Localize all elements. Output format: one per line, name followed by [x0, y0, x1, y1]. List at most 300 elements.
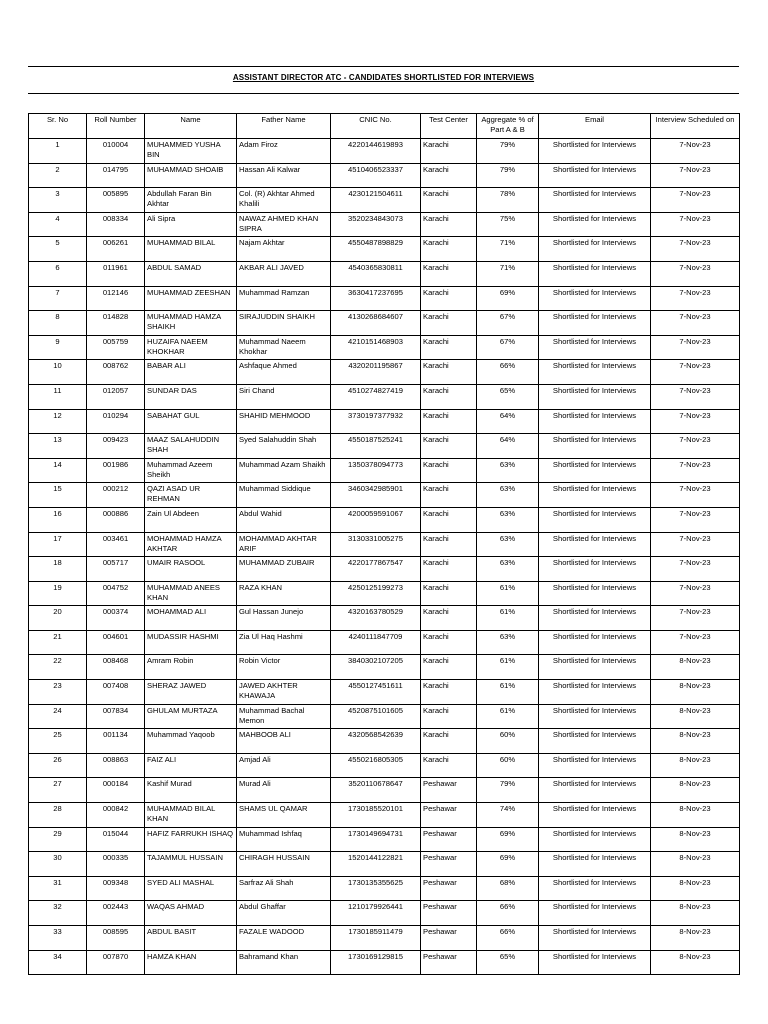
cell-cnic: 4510274827419: [331, 384, 421, 409]
cell-roll: 003461: [87, 532, 145, 557]
cell-roll: 005759: [87, 335, 145, 360]
header-cnic: CNIC No.: [331, 114, 421, 139]
cell-name: Muhammad Yaqoob: [145, 729, 237, 754]
cell-interview: 7-Nov-23: [651, 483, 740, 508]
cell-center: Karachi: [421, 630, 477, 655]
cell-interview: 8-Nov-23: [651, 704, 740, 729]
cell-center: Karachi: [421, 606, 477, 631]
cell-aggregate: 68%: [477, 876, 539, 901]
cell-roll: 010004: [87, 139, 145, 164]
cell-center: Karachi: [421, 139, 477, 164]
cell-cnic: 4510406523337: [331, 163, 421, 188]
cell-sr: 3: [29, 188, 87, 213]
table-row: [29, 212, 740, 237]
cell-father: Sarfraz Ali Shah: [237, 876, 331, 901]
cell-sr: 23: [29, 680, 87, 705]
cell-aggregate: 64%: [477, 409, 539, 434]
cell-center: Karachi: [421, 384, 477, 409]
cell-roll: 008468: [87, 655, 145, 680]
cell-father: Ashfaque Ahmed: [237, 360, 331, 385]
cell-cnic: 4220144619893: [331, 139, 421, 164]
cell-cnic: 3460342985901: [331, 483, 421, 508]
table-row: [29, 434, 740, 459]
cell-father: Muhammad Ishfaq: [237, 827, 331, 852]
table-row: [29, 803, 740, 828]
cell-sr: 17: [29, 532, 87, 557]
cell-sr: 24: [29, 704, 87, 729]
cell-aggregate: 67%: [477, 311, 539, 336]
cell-father: Abdul Ghaffar: [237, 901, 331, 926]
top-rule: [28, 66, 739, 67]
cell-interview: 8-Nov-23: [651, 901, 740, 926]
cell-cnic: 4320201195867: [331, 360, 421, 385]
table-row: [29, 261, 740, 286]
cell-center: Karachi: [421, 434, 477, 459]
header-row: [29, 114, 740, 139]
table-row: [29, 581, 740, 606]
cell-aggregate: 60%: [477, 729, 539, 754]
cell-cnic: 4550216805305: [331, 753, 421, 778]
cell-center: Peshawar: [421, 876, 477, 901]
cell-aggregate: 69%: [477, 286, 539, 311]
cell-aggregate: 63%: [477, 507, 539, 532]
cell-email: Shortlisted for Interviews: [539, 507, 651, 532]
cell-interview: 7-Nov-23: [651, 360, 740, 385]
cell-cnic: 1730185911479: [331, 926, 421, 951]
table-row: [29, 163, 740, 188]
cell-center: Karachi: [421, 212, 477, 237]
cell-center: Karachi: [421, 458, 477, 483]
cell-sr: 34: [29, 950, 87, 975]
cell-roll: 008595: [87, 926, 145, 951]
cell-email: Shortlisted for Interviews: [539, 384, 651, 409]
cell-interview: 7-Nov-23: [651, 507, 740, 532]
cell-sr: 2: [29, 163, 87, 188]
table-row: [29, 507, 740, 532]
cell-sr: 22: [29, 655, 87, 680]
cell-center: Karachi: [421, 557, 477, 582]
cell-father: Amjad Ali: [237, 753, 331, 778]
cell-email: Shortlisted for Interviews: [539, 335, 651, 360]
cell-email: Shortlisted for Interviews: [539, 876, 651, 901]
cell-center: Peshawar: [421, 827, 477, 852]
cell-roll: 015044: [87, 827, 145, 852]
cell-interview: 7-Nov-23: [651, 335, 740, 360]
cell-aggregate: 61%: [477, 655, 539, 680]
header-aggregate: Aggregate % of Part A & B: [477, 114, 539, 139]
cell-cnic: 4320568542639: [331, 729, 421, 754]
cell-roll: 002443: [87, 901, 145, 926]
cell-aggregate: 71%: [477, 237, 539, 262]
cell-cnic: 3840302107205: [331, 655, 421, 680]
cell-sr: 8: [29, 311, 87, 336]
cell-center: Karachi: [421, 311, 477, 336]
cell-interview: 8-Nov-23: [651, 827, 740, 852]
header-sr: Sr. No: [29, 114, 87, 139]
cell-cnic: 4320163780529: [331, 606, 421, 631]
cell-email: Shortlisted for Interviews: [539, 532, 651, 557]
cell-name: MOHAMMAD HAMZA AKHTAR: [145, 532, 237, 557]
cell-email: Shortlisted for Interviews: [539, 483, 651, 508]
cell-father: Muhammad Siddique: [237, 483, 331, 508]
cell-interview: 8-Nov-23: [651, 876, 740, 901]
cell-name: Amram Robin: [145, 655, 237, 680]
cell-aggregate: 61%: [477, 606, 539, 631]
table-row: [29, 753, 740, 778]
cell-name: SABAHAT GUL: [145, 409, 237, 434]
cell-cnic: 4540365830811: [331, 261, 421, 286]
cell-aggregate: 66%: [477, 360, 539, 385]
cell-roll: 008863: [87, 753, 145, 778]
cell-roll: 010294: [87, 409, 145, 434]
cell-sr: 14: [29, 458, 87, 483]
cell-name: FAIZ ALI: [145, 753, 237, 778]
cell-aggregate: 63%: [477, 630, 539, 655]
cell-aggregate: 79%: [477, 163, 539, 188]
cell-aggregate: 79%: [477, 778, 539, 803]
table-row: [29, 286, 740, 311]
cell-name: SHERAZ JAWED: [145, 680, 237, 705]
cell-center: Karachi: [421, 704, 477, 729]
cell-cnic: 1210179926441: [331, 901, 421, 926]
cell-email: Shortlisted for Interviews: [539, 311, 651, 336]
cell-cnic: 1730135355625: [331, 876, 421, 901]
cell-center: Peshawar: [421, 950, 477, 975]
table-row: [29, 557, 740, 582]
cell-center: Karachi: [421, 532, 477, 557]
header-interview: Interview Scheduled on: [651, 114, 740, 139]
cell-name: GHULAM MURTAZA: [145, 704, 237, 729]
cell-father: Gul Hassan Junejo: [237, 606, 331, 631]
cell-aggregate: 75%: [477, 212, 539, 237]
cell-aggregate: 78%: [477, 188, 539, 213]
cell-roll: 014795: [87, 163, 145, 188]
cell-father: NAWAZ AHMED KHAN SIPRA: [237, 212, 331, 237]
cell-interview: 8-Nov-23: [651, 680, 740, 705]
cell-cnic: 4520875101605: [331, 704, 421, 729]
cell-sr: 33: [29, 926, 87, 951]
cell-father: Hassan Ali Kalwar: [237, 163, 331, 188]
cell-aggregate: 63%: [477, 557, 539, 582]
cell-aggregate: 63%: [477, 483, 539, 508]
cell-name: HAFIZ FARRUKH ISHAQ: [145, 827, 237, 852]
cell-roll: 007408: [87, 680, 145, 705]
cell-sr: 4: [29, 212, 87, 237]
cell-interview: 7-Nov-23: [651, 163, 740, 188]
cell-center: Karachi: [421, 261, 477, 286]
cell-father: SHAMS UL QAMAR: [237, 803, 331, 828]
cell-center: Karachi: [421, 507, 477, 532]
cell-father: Muhammad Azam Shaikh: [237, 458, 331, 483]
cell-name: Abdullah Faran Bin Akhtar: [145, 188, 237, 213]
cell-sr: 18: [29, 557, 87, 582]
cell-name: HAMZA KHAN: [145, 950, 237, 975]
cell-name: HUZAIFA NAEEM KHOKHAR: [145, 335, 237, 360]
cell-center: Karachi: [421, 409, 477, 434]
cell-email: Shortlisted for Interviews: [539, 409, 651, 434]
cell-sr: 12: [29, 409, 87, 434]
document-title: ASSISTANT DIRECTOR ATC - CANDIDATES SHORTLISTED FOR INTERVIEWS: [232, 73, 535, 82]
cell-email: Shortlisted for Interviews: [539, 581, 651, 606]
cell-interview: 7-Nov-23: [651, 581, 740, 606]
cell-email: Shortlisted for Interviews: [539, 827, 651, 852]
cell-interview: 7-Nov-23: [651, 286, 740, 311]
cell-roll: 014828: [87, 311, 145, 336]
cell-name: ABDUL BASIT: [145, 926, 237, 951]
cell-sr: 26: [29, 753, 87, 778]
cell-roll: 011961: [87, 261, 145, 286]
cell-name: MUHAMMAD HAMZA SHAIKH: [145, 311, 237, 336]
cell-aggregate: 67%: [477, 335, 539, 360]
cell-email: Shortlisted for Interviews: [539, 163, 651, 188]
cell-center: Karachi: [421, 655, 477, 680]
cell-father: JAWED AKHTER KHAWAJA: [237, 680, 331, 705]
cell-roll: 005895: [87, 188, 145, 213]
cell-email: Shortlisted for Interviews: [539, 261, 651, 286]
cell-interview: 8-Nov-23: [651, 803, 740, 828]
cell-aggregate: 66%: [477, 901, 539, 926]
cell-aggregate: 65%: [477, 950, 539, 975]
cell-email: Shortlisted for Interviews: [539, 286, 651, 311]
cell-interview: 7-Nov-23: [651, 630, 740, 655]
cell-aggregate: 61%: [477, 704, 539, 729]
cell-father: MUHAMMAD ZUBAIR: [237, 557, 331, 582]
cell-sr: 31: [29, 876, 87, 901]
table-row: [29, 680, 740, 705]
cell-name: ABDUL SAMAD: [145, 261, 237, 286]
cell-aggregate: 61%: [477, 581, 539, 606]
cell-cnic: 3520110678647: [331, 778, 421, 803]
cell-father: Najam Akhtar: [237, 237, 331, 262]
cell-interview: 8-Nov-23: [651, 926, 740, 951]
cell-email: Shortlisted for Interviews: [539, 901, 651, 926]
cell-name: Zain Ul Abdeen: [145, 507, 237, 532]
cell-father: Muhammad Naeem Khokhar: [237, 335, 331, 360]
cell-father: Zia Ul Haq Hashmi: [237, 630, 331, 655]
cell-aggregate: 74%: [477, 803, 539, 828]
cell-interview: 7-Nov-23: [651, 237, 740, 262]
cell-aggregate: 60%: [477, 753, 539, 778]
table-row: [29, 827, 740, 852]
cell-cnic: 3520234843073: [331, 212, 421, 237]
table-row: [29, 311, 740, 336]
cell-roll: 001986: [87, 458, 145, 483]
cell-aggregate: 65%: [477, 384, 539, 409]
cell-cnic: 4200059591067: [331, 507, 421, 532]
cell-sr: 6: [29, 261, 87, 286]
cell-aggregate: 63%: [477, 458, 539, 483]
cell-interview: 7-Nov-23: [651, 409, 740, 434]
cell-email: Shortlisted for Interviews: [539, 606, 651, 631]
header-name: Name: [145, 114, 237, 139]
cell-roll: 005717: [87, 557, 145, 582]
header-center: Test Center: [421, 114, 477, 139]
header-roll: Roll Number: [87, 114, 145, 139]
table-row: [29, 606, 740, 631]
table-body: [29, 139, 740, 975]
cell-email: Shortlisted for Interviews: [539, 803, 651, 828]
cell-name: MUHAMMAD BILAL: [145, 237, 237, 262]
cell-email: Shortlisted for Interviews: [539, 360, 651, 385]
table-row: [29, 360, 740, 385]
cell-aggregate: 66%: [477, 926, 539, 951]
cell-roll: 008762: [87, 360, 145, 385]
cell-father: MAHBOOB ALI: [237, 729, 331, 754]
cell-name: MUHAMMAD ANEES KHAN: [145, 581, 237, 606]
cell-sr: 1: [29, 139, 87, 164]
table-row: [29, 188, 740, 213]
cell-email: Shortlisted for Interviews: [539, 212, 651, 237]
cell-name: MUHAMMED YUSHA BIN: [145, 139, 237, 164]
table-row: [29, 483, 740, 508]
cell-name: MAAZ SALAHUDDIN SHAH: [145, 434, 237, 459]
cell-name: MOHAMMAD ALI: [145, 606, 237, 631]
table-row: [29, 876, 740, 901]
table-row: [29, 409, 740, 434]
cell-email: Shortlisted for Interviews: [539, 557, 651, 582]
cell-interview: 7-Nov-23: [651, 557, 740, 582]
table-row: [29, 384, 740, 409]
cell-name: SYED ALI MASHAL: [145, 876, 237, 901]
cell-sr: 25: [29, 729, 87, 754]
cell-cnic: 4550187525241: [331, 434, 421, 459]
cell-aggregate: 69%: [477, 852, 539, 877]
cell-name: WAQAS AHMAD: [145, 901, 237, 926]
cell-roll: 008334: [87, 212, 145, 237]
cell-email: Shortlisted for Interviews: [539, 704, 651, 729]
cell-email: Shortlisted for Interviews: [539, 434, 651, 459]
cell-cnic: 1350378094773: [331, 458, 421, 483]
cell-center: Karachi: [421, 335, 477, 360]
cell-cnic: 1730169129815: [331, 950, 421, 975]
cell-name: MUHAMMAD BILAL KHAN: [145, 803, 237, 828]
cell-father: MOHAMMAD AKHTAR ARIF: [237, 532, 331, 557]
cell-father: Abdul Wahid: [237, 507, 331, 532]
cell-interview: 7-Nov-23: [651, 458, 740, 483]
table-row: [29, 704, 740, 729]
cell-center: Karachi: [421, 286, 477, 311]
cell-sr: 11: [29, 384, 87, 409]
cell-center: Peshawar: [421, 926, 477, 951]
title-rule: [28, 93, 739, 94]
cell-email: Shortlisted for Interviews: [539, 729, 651, 754]
cell-aggregate: 63%: [477, 532, 539, 557]
cell-aggregate: 69%: [477, 827, 539, 852]
cell-center: Karachi: [421, 680, 477, 705]
cell-roll: 000374: [87, 606, 145, 631]
cell-interview: 7-Nov-23: [651, 532, 740, 557]
table-row: [29, 950, 740, 975]
cell-father: Syed Salahuddin Shah: [237, 434, 331, 459]
cell-name: Muhammad Azeem Sheikh: [145, 458, 237, 483]
table-row: [29, 729, 740, 754]
cell-email: Shortlisted for Interviews: [539, 630, 651, 655]
cell-father: Siri Chand: [237, 384, 331, 409]
cell-father: Adam Firoz: [237, 139, 331, 164]
cell-name: Kashif Murad: [145, 778, 237, 803]
cell-name: MUDASSIR HASHMI: [145, 630, 237, 655]
cell-interview: 7-Nov-23: [651, 606, 740, 631]
cell-roll: 009348: [87, 876, 145, 901]
cell-sr: 10: [29, 360, 87, 385]
cell-interview: 7-Nov-23: [651, 188, 740, 213]
cell-email: Shortlisted for Interviews: [539, 655, 651, 680]
cell-email: Shortlisted for Interviews: [539, 950, 651, 975]
cell-roll: 009423: [87, 434, 145, 459]
cell-name: TAJAMMUL HUSSAIN: [145, 852, 237, 877]
cell-aggregate: 79%: [477, 139, 539, 164]
cell-center: Peshawar: [421, 852, 477, 877]
cell-sr: 32: [29, 901, 87, 926]
cell-sr: 27: [29, 778, 87, 803]
cell-center: Karachi: [421, 163, 477, 188]
cell-roll: 000335: [87, 852, 145, 877]
cell-center: Karachi: [421, 581, 477, 606]
cell-sr: 21: [29, 630, 87, 655]
cell-roll: 004601: [87, 630, 145, 655]
cell-center: Karachi: [421, 483, 477, 508]
cell-aggregate: 71%: [477, 261, 539, 286]
table-row: [29, 335, 740, 360]
header-email: Email: [539, 114, 651, 139]
cell-cnic: 4550127451611: [331, 680, 421, 705]
table-row: [29, 852, 740, 877]
cell-name: Ali Sipra: [145, 212, 237, 237]
cell-center: Karachi: [421, 188, 477, 213]
cell-interview: 8-Nov-23: [651, 852, 740, 877]
cell-roll: 001134: [87, 729, 145, 754]
table-row: [29, 655, 740, 680]
table-row: [29, 237, 740, 262]
cell-name: BABAR ALI: [145, 360, 237, 385]
cell-email: Shortlisted for Interviews: [539, 852, 651, 877]
candidates-table: [28, 113, 740, 975]
cell-interview: 8-Nov-23: [651, 753, 740, 778]
cell-cnic: 1730185520101: [331, 803, 421, 828]
table-row: [29, 901, 740, 926]
cell-sr: 5: [29, 237, 87, 262]
cell-interview: 7-Nov-23: [651, 139, 740, 164]
cell-center: Karachi: [421, 360, 477, 385]
cell-cnic: 4220177867547: [331, 557, 421, 582]
cell-sr: 28: [29, 803, 87, 828]
table-row: [29, 778, 740, 803]
header-father: Father Name: [237, 114, 331, 139]
cell-cnic: 4250125199273: [331, 581, 421, 606]
cell-roll: 012146: [87, 286, 145, 311]
table-row: [29, 139, 740, 164]
cell-cnic: 1520144122821: [331, 852, 421, 877]
cell-interview: 7-Nov-23: [651, 261, 740, 286]
cell-name: QAZI ASAD UR REHMAN: [145, 483, 237, 508]
cell-sr: 15: [29, 483, 87, 508]
cell-email: Shortlisted for Interviews: [539, 680, 651, 705]
cell-cnic: 4240111847709: [331, 630, 421, 655]
cell-cnic: 3130331005275: [331, 532, 421, 557]
cell-interview: 7-Nov-23: [651, 384, 740, 409]
cell-father: Col. (R) Akhtar Ahmed Khalili: [237, 188, 331, 213]
cell-cnic: 4210151468903: [331, 335, 421, 360]
cell-interview: 7-Nov-23: [651, 212, 740, 237]
cell-email: Shortlisted for Interviews: [539, 237, 651, 262]
cell-interview: 8-Nov-23: [651, 729, 740, 754]
cell-cnic: 4230121504611: [331, 188, 421, 213]
cell-roll: 012057: [87, 384, 145, 409]
cell-father: RAZA KHAN: [237, 581, 331, 606]
cell-roll: 007834: [87, 704, 145, 729]
cell-email: Shortlisted for Interviews: [539, 753, 651, 778]
cell-sr: 19: [29, 581, 87, 606]
